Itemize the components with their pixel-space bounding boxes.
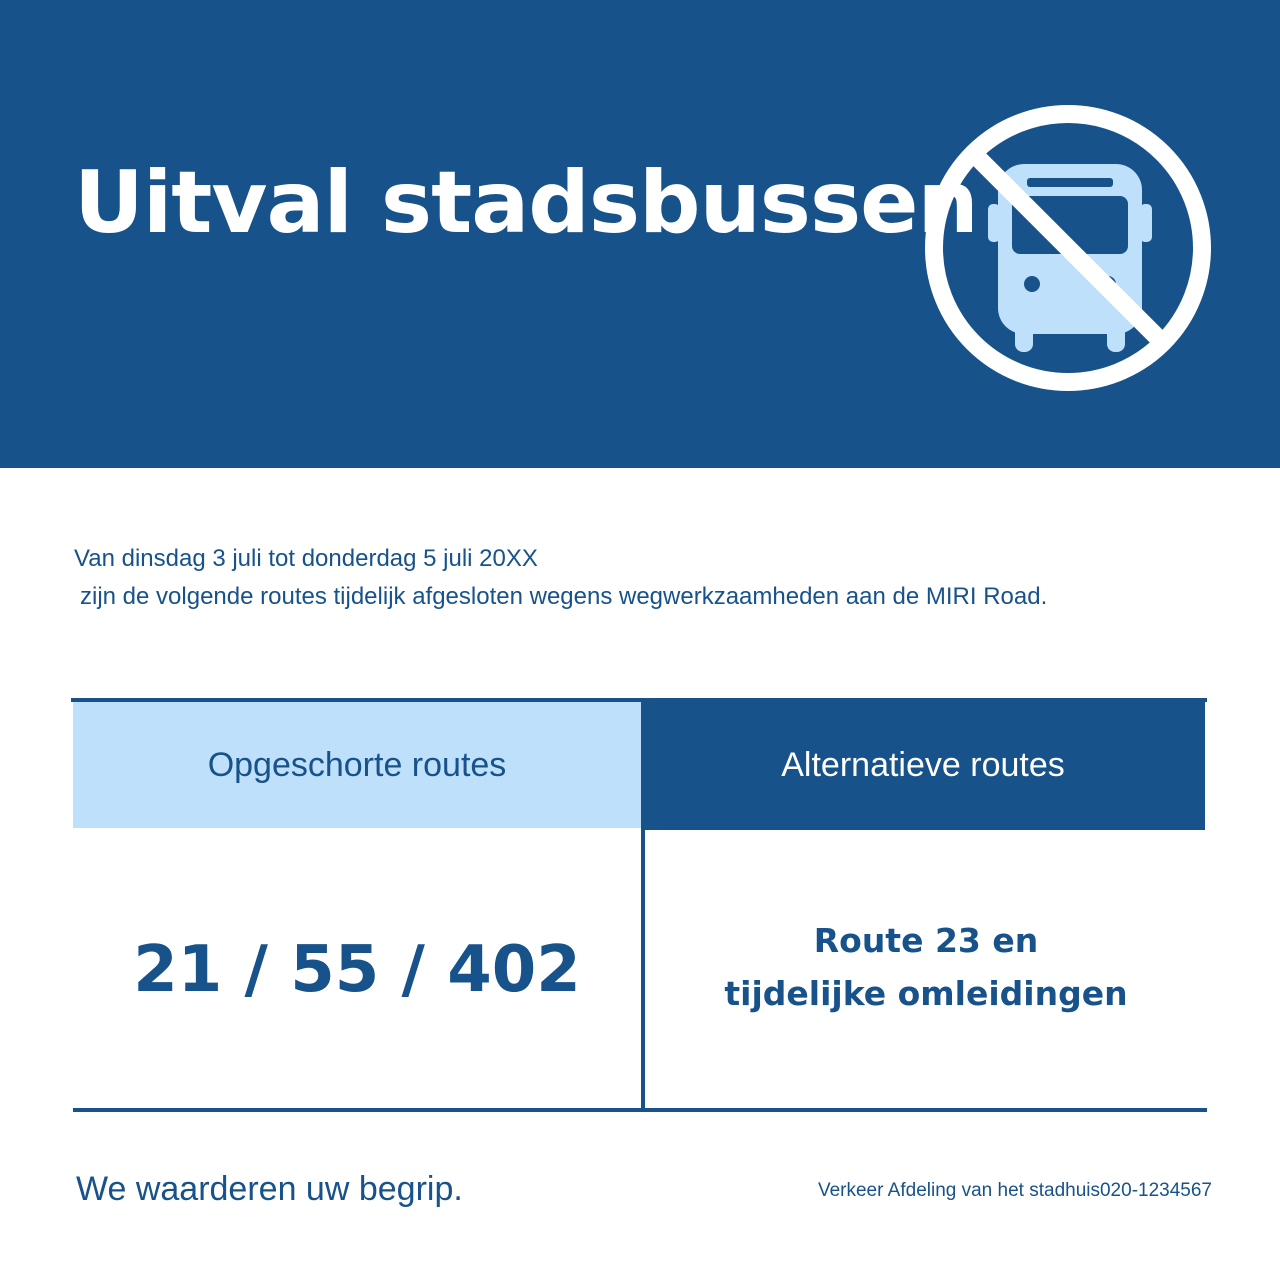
header-banner xyxy=(0,0,1280,468)
table-bottom-rule xyxy=(73,1108,1207,1112)
header-alternative-routes xyxy=(641,700,1205,830)
alternative-routes-value xyxy=(724,914,1127,1020)
header-suspended-routes xyxy=(73,702,641,828)
suspended-routes-cell xyxy=(73,832,641,1108)
page-title: Uitval stadsbussen xyxy=(74,153,978,253)
alternative-routes-cell xyxy=(645,832,1207,1108)
no-bus-icon xyxy=(918,98,1218,398)
suspended-routes-value: 21 / 55 / 402 xyxy=(133,933,581,1007)
header-alternative-label: Alternatieve routes xyxy=(781,745,1065,784)
thanks-message: We waarderen uw begrip. xyxy=(76,1170,463,1208)
intro-line-dates: Van dinsdag 3 juli tot donderdag 5 juli 20XX xyxy=(74,545,538,572)
header-suspended-label: Opgeschorte routes xyxy=(207,745,507,784)
alternative-routes-line1: Route 23 en xyxy=(813,921,1039,960)
contact-info: Verkeer Afdeling van het stadhuis020-1234567 xyxy=(817,1180,1212,1201)
alternative-routes-line2: tijdelijke omleidingen xyxy=(724,974,1128,1013)
routes-table xyxy=(71,698,1207,1114)
intro-text xyxy=(74,540,1214,616)
intro-line-reason: zijn de volgende routes tijdelijk afgesloten wegens wegwerkzaamheden aan de MIRI Road. xyxy=(80,583,1048,610)
